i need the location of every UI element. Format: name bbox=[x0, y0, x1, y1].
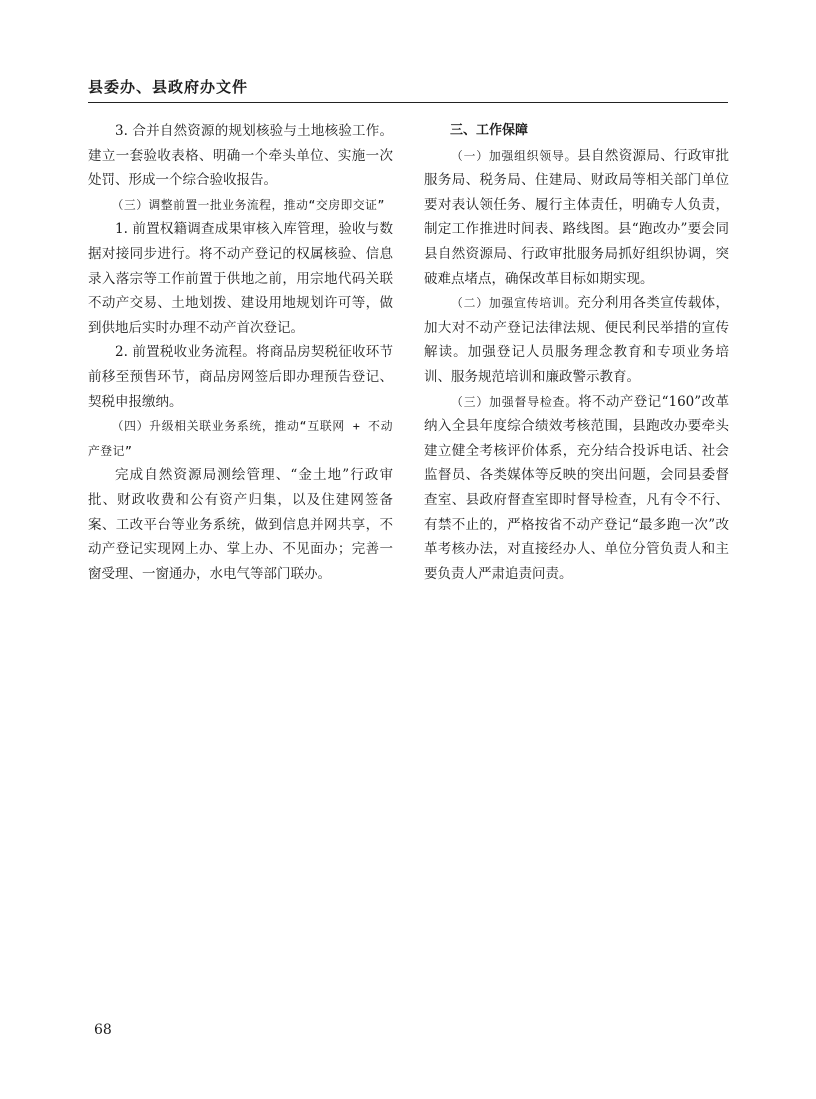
paragraph-organization-leadership bbox=[424, 144, 729, 292]
text-organization-leadership: 县自然资源局、行政审批服务局、税务局、住建局、财政局等相关部门单位要对表认领任务、履行主体责任，明确专人负责，制定工作推进时间表、路线图。县“跑改办”要会同县自然资源局、行政审批服务局抓好组织协调，突破难点堵点，确保改革目标如期实现。 bbox=[424, 147, 729, 287]
text-publicity-training: 充分利用各类宣传载体，加大对不动产登记法律法规、便民利民举措的宣传解读。加强登记人员服务理念教育和专项业务培训、服务规范培训和廉政警示教育。 bbox=[424, 295, 729, 385]
subheading-upgrade-systems: （四）升级相关联业务系统，推动“互联网 + 不动产登记” bbox=[88, 419, 393, 458]
subheading-adjust-process: （三）调整前置一批业务流程，推动“交房即交证” bbox=[111, 197, 386, 212]
label-organization-leadership: （一）加强组织领导。 bbox=[451, 148, 578, 163]
running-header bbox=[88, 76, 728, 103]
paragraph-ownership-survey: 1. 前置权籍调查成果审核入库管理，验收与数据对接同步进行。将不动产登记的权属核验、信息录入落宗等工作前置于供地之前，用宗地代码关联不动产交易、土地划拨、建设用地规划许可等，做到供地后实时办理不动产首次登记。 bbox=[88, 221, 393, 336]
paragraph-tax-process: 2. 前置税收业务流程。将商品房契税征收环节前移至预售环节，商品房网签后即办理预告登记、契税申报缴纳。 bbox=[88, 344, 393, 410]
right-column bbox=[424, 119, 729, 586]
page-number: 68 bbox=[94, 1022, 112, 1038]
text-supervision-inspection: 将不动产登记“160”改革纳入全县年度综合绩效考核范围，县跑改办要牵头建立健全考核评价体系，充分结合投诉电话、社会监督员、各类媒体等反映的突出问题，会同县委督查室、县政府督查室即时督导检查，凡有令不行、有禁不止的，严格按省不动产登记“最多跑一次”改革考核办法，对直接经办人、单位分管负责人和主要负责人严肃追责问责。 bbox=[424, 393, 729, 582]
section-heading-work-guarantee: 三、工作保障 bbox=[450, 123, 529, 138]
left-column bbox=[88, 119, 393, 586]
header-title: 县委办、县政府办文件 bbox=[88, 78, 249, 96]
paragraph-merge-verification: 3. 合并自然资源的规划核验与土地核验工作。建立一套验收表格、明确一个牵头单位、实施一次处罚、形成一个综合验收报告。 bbox=[88, 123, 393, 189]
paragraph-publicity-training bbox=[424, 291, 729, 389]
label-supervision-inspection: （三）加强督导检查。 bbox=[451, 394, 579, 409]
paragraph-systems-integration: 完成自然资源局测绘管理、“金土地”行政审批、财政收费和公有资产归集，以及住建网签备案、工改平台等业务系统，做到信息并网共享，不动产登记实现网上办、掌上办、不见面办；完善一窗受理、一窗通办，水电气等部门联办。 bbox=[88, 467, 393, 582]
label-publicity-training: （二）加强宣传培训。 bbox=[451, 296, 578, 311]
paragraph-supervision-inspection bbox=[424, 390, 729, 587]
